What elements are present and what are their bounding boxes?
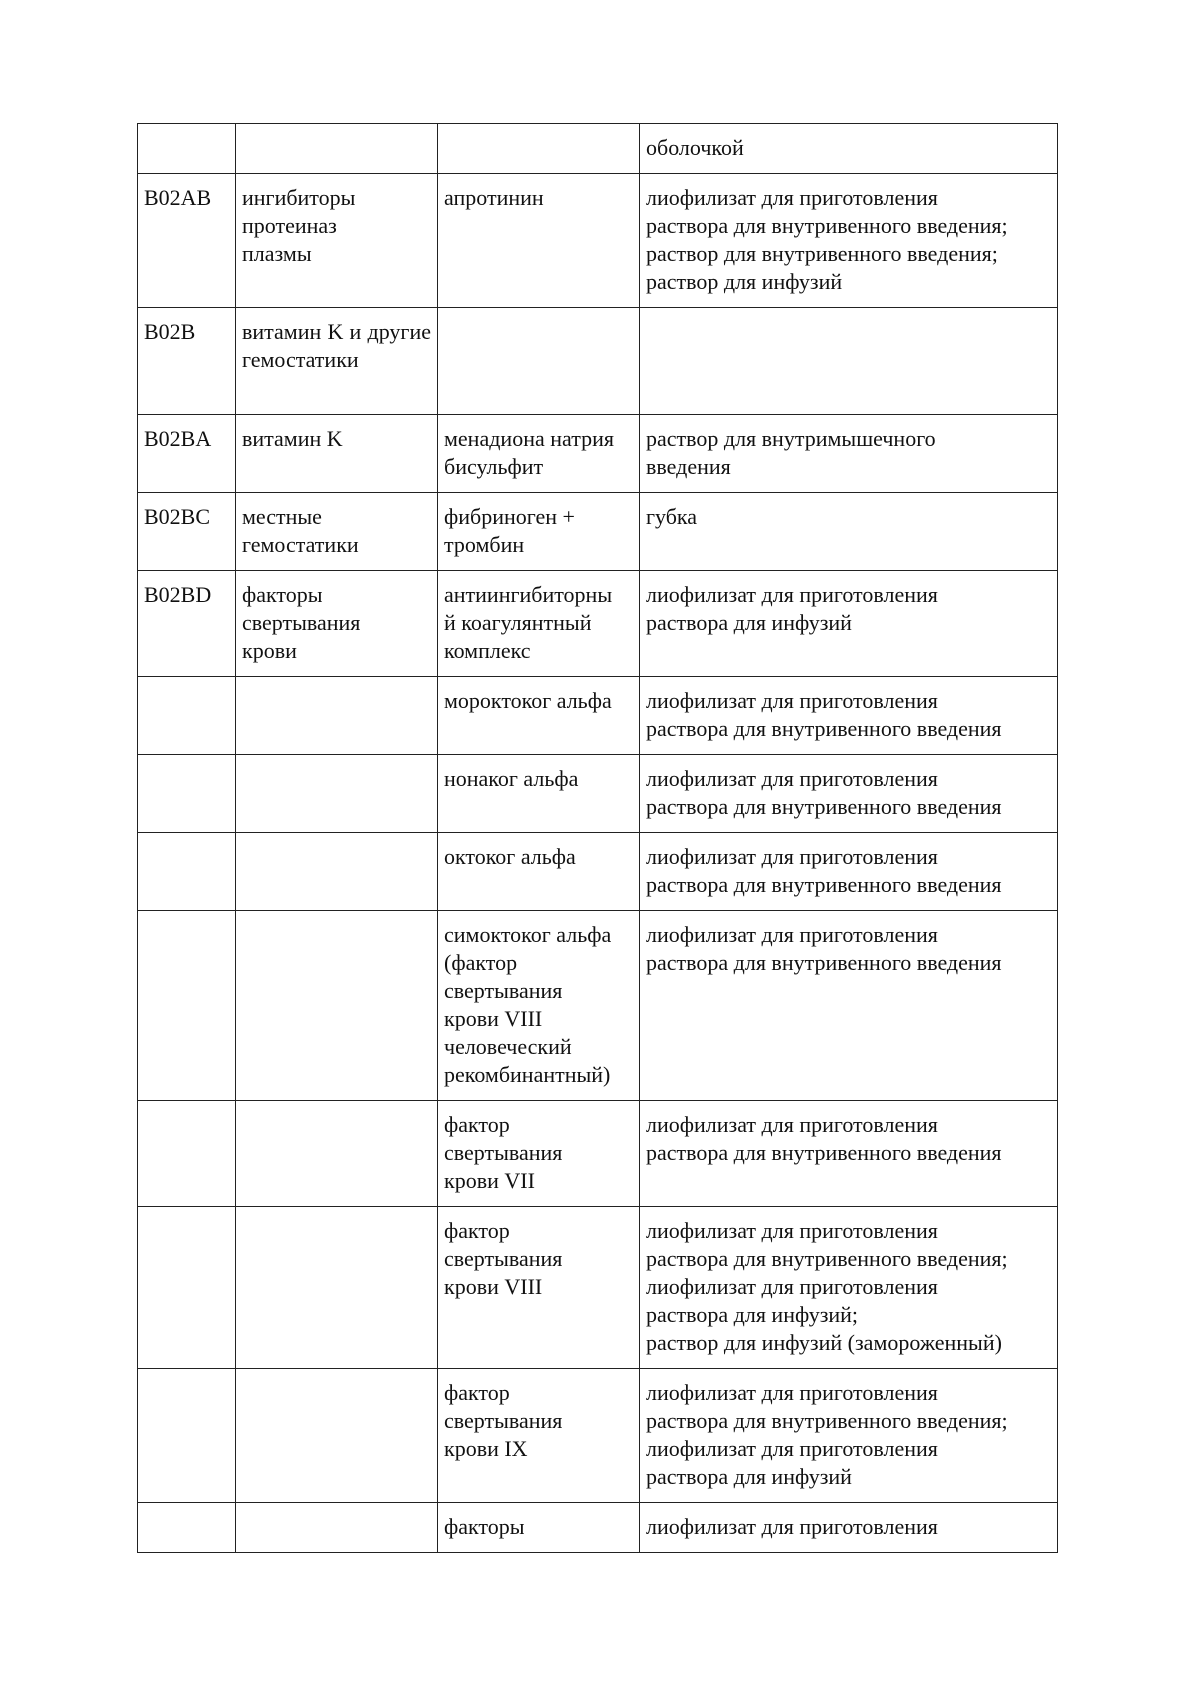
table-row <box>138 1207 1058 1369</box>
dosage-forms-cell: лиофилизат для приготовления <box>640 1503 1058 1553</box>
dosage-forms-cell: лиофилизат для приготовления раствора для внутривенного введения <box>640 677 1058 755</box>
drug-name-cell: фактор свертывания крови IX <box>438 1369 640 1503</box>
drug-name-cell: фибриноген + тромбин <box>438 493 640 571</box>
atc-group-cell <box>236 833 438 911</box>
table-row <box>138 124 1058 174</box>
atc-code-cell <box>138 833 236 911</box>
dosage-forms-cell: раствор для внутримышечного введения <box>640 415 1058 493</box>
atc-group-cell: местные гемостатики <box>236 493 438 571</box>
atc-code-cell <box>138 1369 236 1503</box>
dosage-forms-cell <box>640 308 1058 415</box>
drug-name-cell: фактор свертывания крови VII <box>438 1101 640 1207</box>
table-row <box>138 1369 1058 1503</box>
atc-group-cell: витамин K <box>236 415 438 493</box>
drug-name-cell: менадиона натрия бисульфит <box>438 415 640 493</box>
atc-group-cell <box>236 1207 438 1369</box>
atc-code-cell: B02B <box>138 308 236 415</box>
atc-code-cell <box>138 677 236 755</box>
atc-code-cell: B02BA <box>138 415 236 493</box>
drug-name-cell: мороктоког альфа <box>438 677 640 755</box>
table-row <box>138 1101 1058 1207</box>
atc-group-cell <box>236 755 438 833</box>
drug-name-cell: апротинин <box>438 174 640 308</box>
atc-group-cell: ингибиторы протеиназ плазмы <box>236 174 438 308</box>
table-row <box>138 308 1058 415</box>
atc-group-cell: витамин K и другие гемостатики <box>236 308 438 415</box>
table-row <box>138 833 1058 911</box>
drug-name-cell: антиингибиторны й коагулянтный комплекс <box>438 571 640 677</box>
drug-table <box>137 123 1058 1553</box>
dosage-forms-cell: губка <box>640 493 1058 571</box>
drug-name-cell: симоктоког альфа (фактор свертывания крови VIII человеческий рекомбинантный) <box>438 911 640 1101</box>
table-row <box>138 571 1058 677</box>
atc-code-cell <box>138 911 236 1101</box>
atc-code-cell: B02BD <box>138 571 236 677</box>
table-row <box>138 677 1058 755</box>
atc-group-cell <box>236 1503 438 1553</box>
atc-code-cell <box>138 755 236 833</box>
drug-name-cell: нонаког альфа <box>438 755 640 833</box>
table-row <box>138 911 1058 1101</box>
atc-code-cell <box>138 1503 236 1553</box>
atc-code-cell: B02AB <box>138 174 236 308</box>
dosage-forms-cell: лиофилизат для приготовления раствора для внутривенного введения; раствор для внутривенного введения; раствор для инфузий <box>640 174 1058 308</box>
dosage-forms-cell: лиофилизат для приготовления раствора для внутривенного введения; лиофилизат для приготовления раствора для инфузий <box>640 1369 1058 1503</box>
table-row <box>138 415 1058 493</box>
atc-group-cell <box>236 677 438 755</box>
atc-code-cell: B02BC <box>138 493 236 571</box>
dosage-forms-cell: лиофилизат для приготовления раствора для инфузий <box>640 571 1058 677</box>
atc-group-cell <box>236 1101 438 1207</box>
atc-code-cell <box>138 1207 236 1369</box>
atc-group-cell <box>236 124 438 174</box>
atc-code-cell <box>138 124 236 174</box>
table-row <box>138 174 1058 308</box>
dosage-forms-cell: лиофилизат для приготовления раствора для внутривенного введения <box>640 833 1058 911</box>
table-row <box>138 755 1058 833</box>
dosage-forms-cell: лиофилизат для приготовления раствора для внутривенного введения <box>640 755 1058 833</box>
atc-group-cell: факторы свертывания крови <box>236 571 438 677</box>
dosage-forms-cell: лиофилизат для приготовления раствора для внутривенного введения <box>640 1101 1058 1207</box>
drug-name-cell <box>438 308 640 415</box>
dosage-forms-cell: лиофилизат для приготовления раствора для внутривенного введения; лиофилизат для приготовления раствора для инфузий; раствор для инфузий (замороженный) <box>640 1207 1058 1369</box>
drug-name-cell <box>438 124 640 174</box>
table-row <box>138 493 1058 571</box>
drug-name-cell: фактор свертывания крови VIII <box>438 1207 640 1369</box>
dosage-forms-cell: оболочкой <box>640 124 1058 174</box>
atc-group-cell <box>236 1369 438 1503</box>
atc-group-cell <box>236 911 438 1101</box>
dosage-forms-cell: лиофилизат для приготовления раствора для внутривенного введения <box>640 911 1058 1101</box>
drug-name-cell: октоког альфа <box>438 833 640 911</box>
table-row <box>138 1503 1058 1553</box>
drug-name-cell: факторы <box>438 1503 640 1553</box>
atc-code-cell <box>138 1101 236 1207</box>
